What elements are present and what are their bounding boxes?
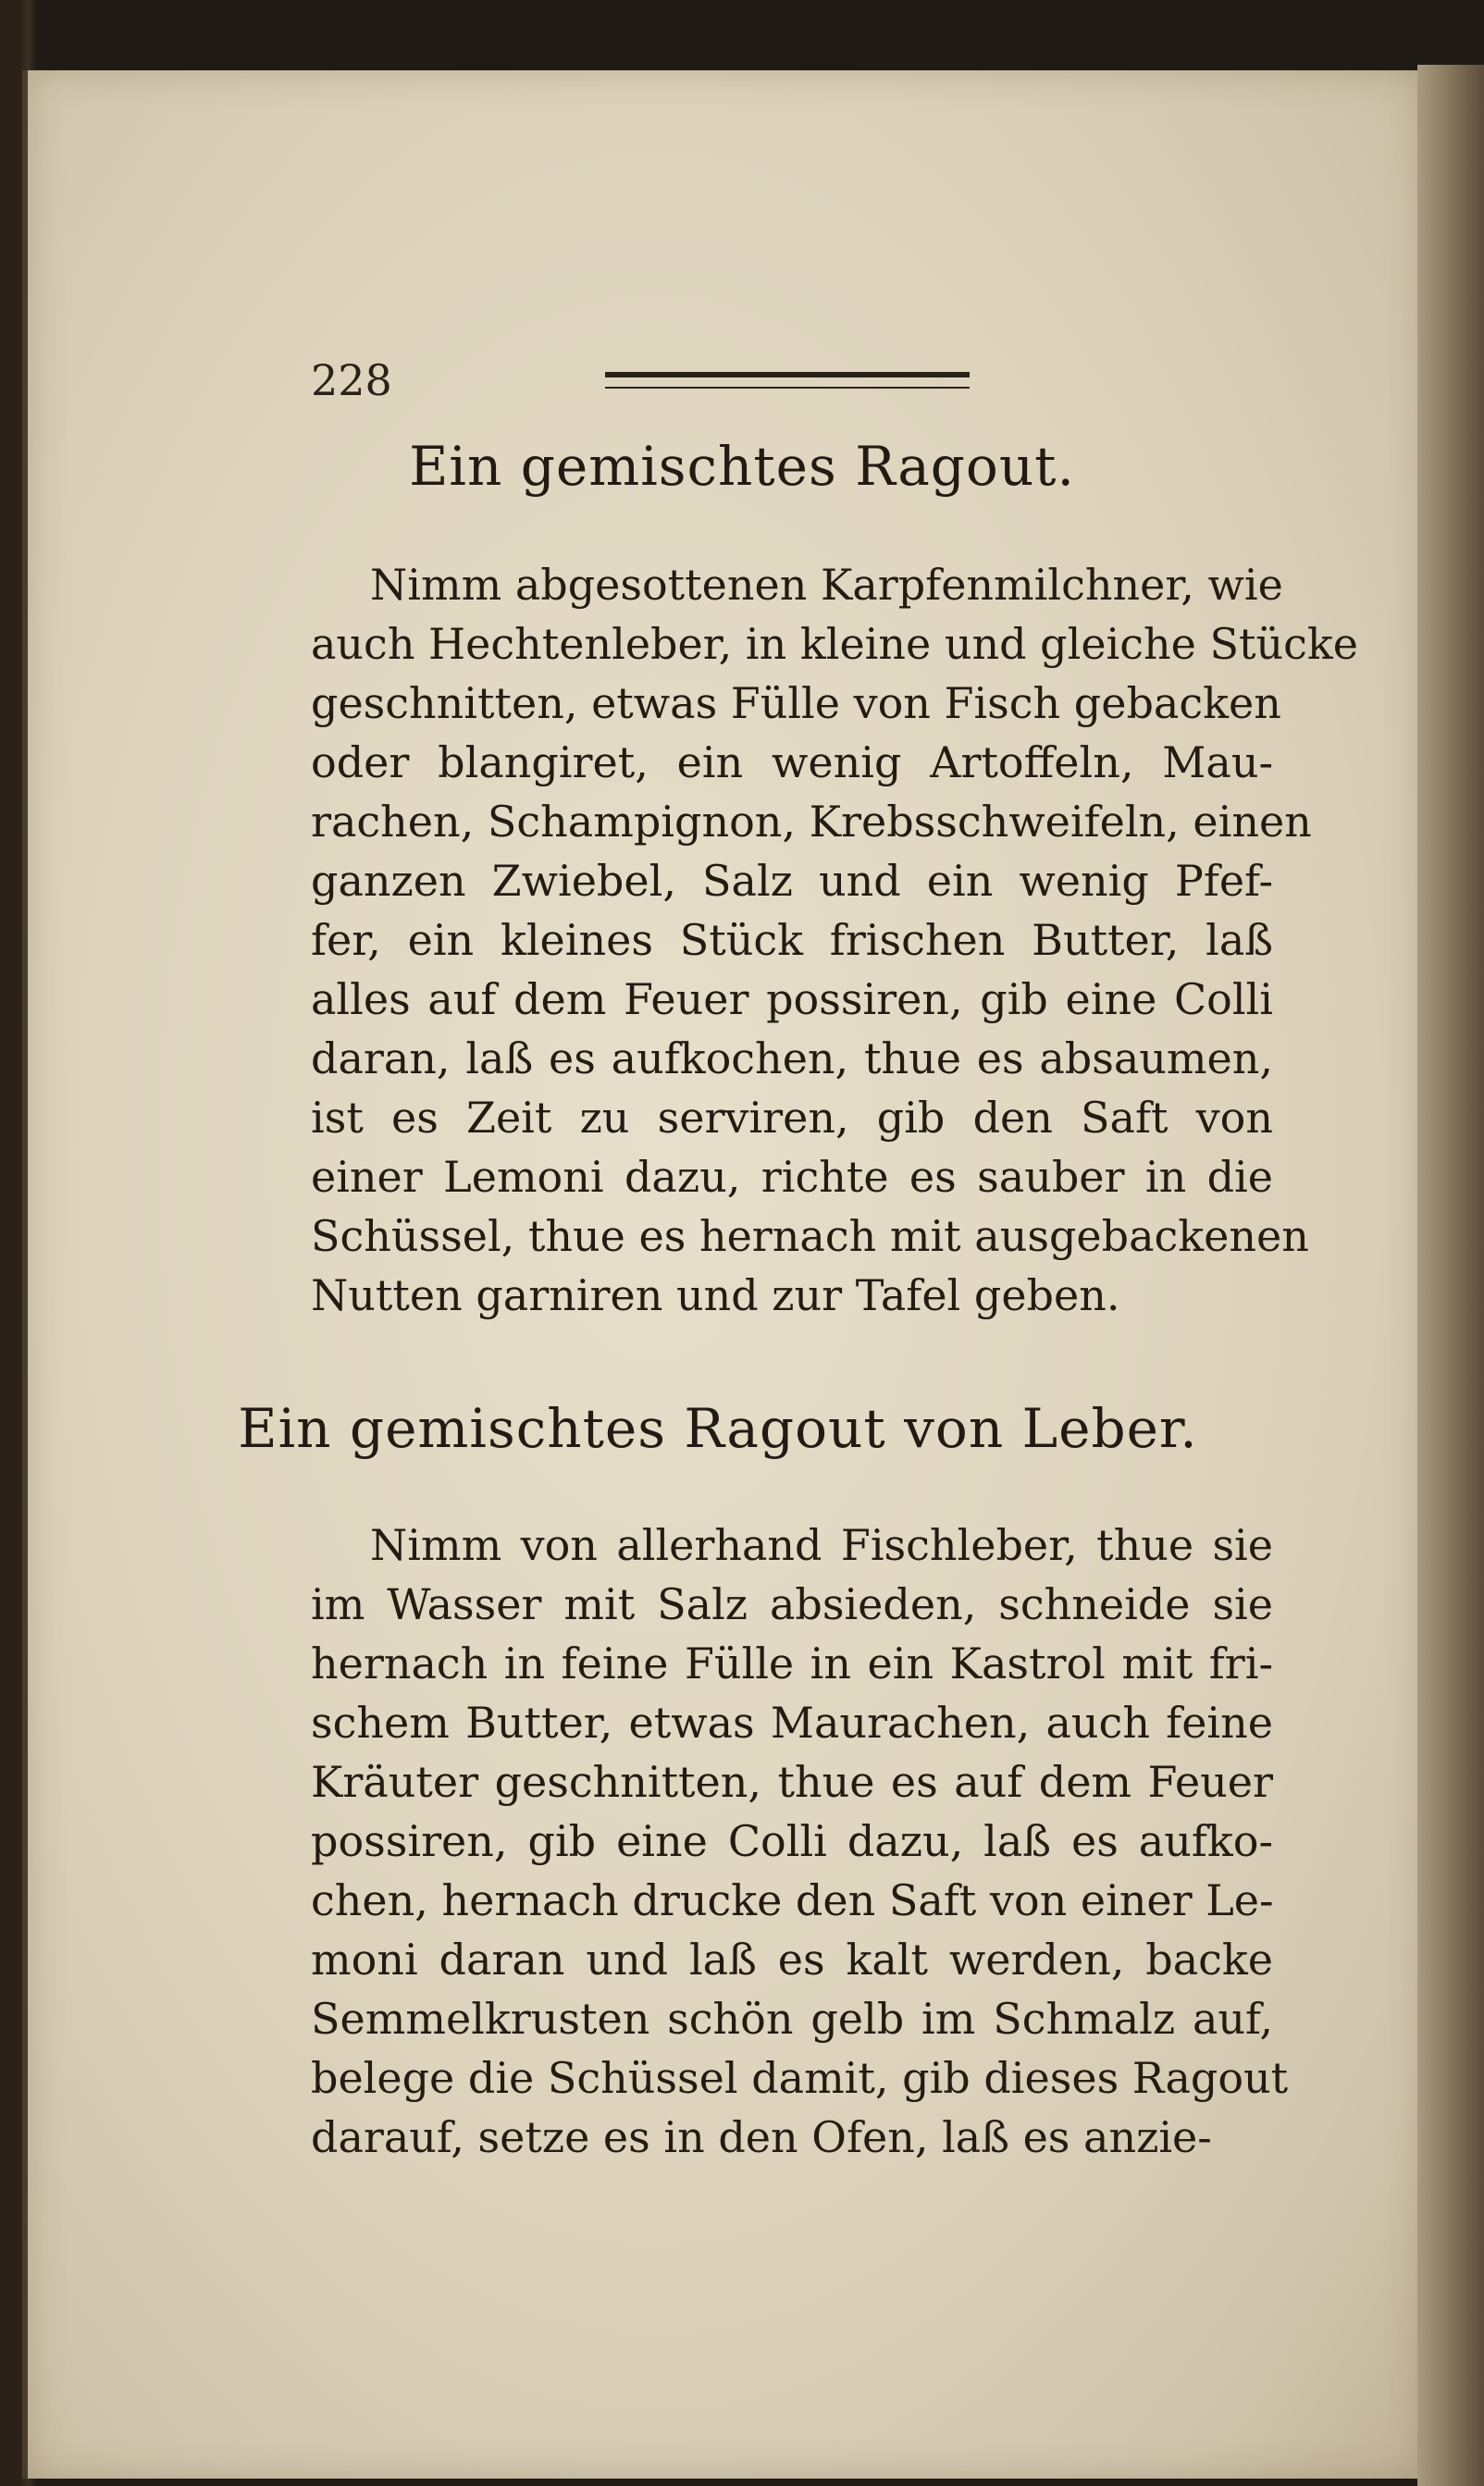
- text-line: alles auf dem Feuer possiren, gib eine Colli: [311, 974, 1273, 1024]
- recipe-paragraph-2: [311, 1515, 1289, 2167]
- section-heading-1: Ein gemischtes Ragout.: [409, 435, 1075, 498]
- text-line: chen, hernach drucke den Saft von einer Le-: [311, 1875, 1274, 1925]
- text-line: moni daran und laß es kalt werden, backe: [311, 1935, 1273, 1985]
- section-heading-2: Ein gemischtes Ragout von Leber.: [238, 1397, 1198, 1460]
- text-line: im Wasser mit Salz absieden, schneide sie: [311, 1579, 1273, 1629]
- text-line: belege die Schüssel damit, gib dieses Ragout: [311, 2053, 1289, 2103]
- text-line: ganzen Zwiebel, Salz und ein wenig Pfef-: [311, 856, 1273, 906]
- text-line: ist es Zeit zu serviren, gib den Saft von: [311, 1093, 1273, 1143]
- text-line: oder blangiret, ein wenig Artoffeln, Mau-: [311, 737, 1273, 787]
- text-line: possiren, gib eine Colli dazu, laß es aufko-: [311, 1816, 1273, 1866]
- text-line: Semmelkrusten schön gelb im Schmalz auf,: [311, 1994, 1273, 2044]
- text-line: fer, ein kleines Stück frischen Butter, laß: [311, 915, 1273, 965]
- text-line: rachen, Schampignon, Krebsschweifeln, einen: [311, 797, 1312, 847]
- recipe-paragraph-1: [311, 555, 1358, 1325]
- text-line: Nimm abgesottenen Karpfenmilchner, wie: [370, 560, 1283, 610]
- header-rule: [605, 372, 970, 389]
- text-line: einer Lemoni dazu, richte es sauber in die: [311, 1152, 1273, 1202]
- text-line: Kräuter geschnitten, thue es auf dem Feuer: [311, 1757, 1273, 1807]
- book-edge: [1417, 65, 1484, 2486]
- text-line: Nutten garniren und zur Tafel geben.: [311, 1270, 1120, 1320]
- text-line: Schüssel, thue es hernach mit ausgebackenen: [311, 1211, 1309, 1261]
- text-line: daran, laß es aufkochen, thue es absaumen,: [311, 1033, 1273, 1083]
- text-line: auch Hechtenleber, in kleine und gleiche Stücke: [311, 619, 1358, 669]
- text-line: darauf, setze es in den Ofen, laß es anzie-: [311, 2112, 1212, 2162]
- page-header: [311, 355, 996, 405]
- text-line: hernach in feine Fülle in ein Kastrol mit fri-: [311, 1639, 1273, 1688]
- text-line: schem Butter, etwas Maurachen, auch feine: [311, 1698, 1273, 1748]
- text-line: Nimm von allerhand Fischleber, thue sie: [370, 1520, 1273, 1570]
- page-number: 228: [311, 355, 392, 405]
- text-line: geschnitten, etwas Fülle von Fisch gebacken: [311, 678, 1281, 728]
